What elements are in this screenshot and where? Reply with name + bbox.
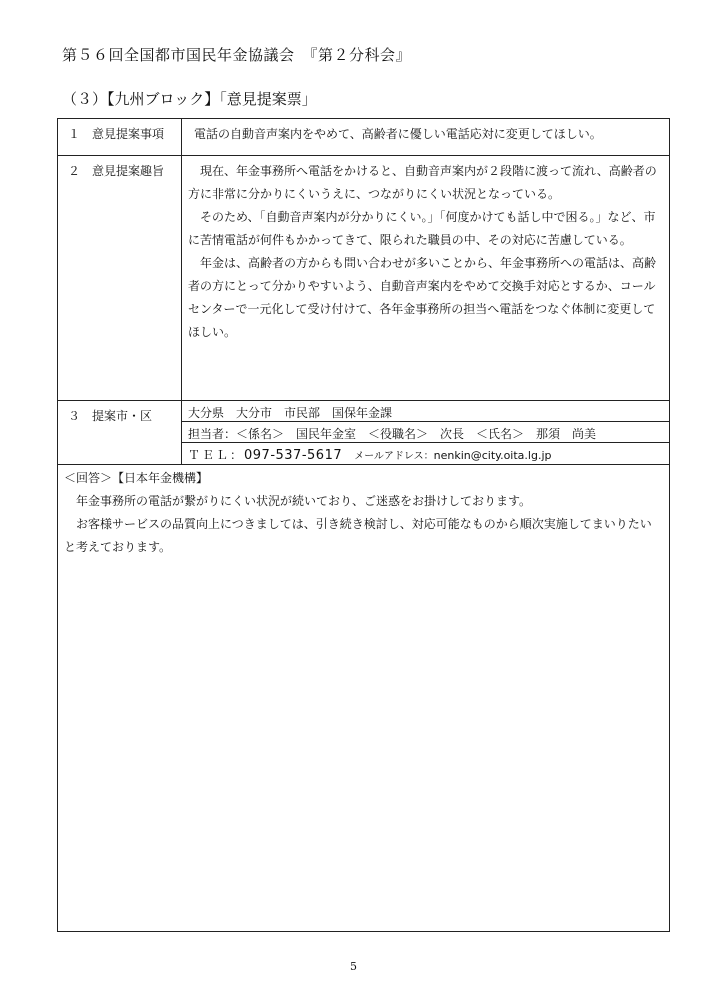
proposal-item-content: 電話の自動音声案内をやめて、高齢者に優しい電話応対に変更してほしい。	[194, 127, 602, 141]
answer-paragraph: 年金事務所の電話が繋がりにくい状況が続いており、ご迷惑をお掛けしております。	[76, 494, 532, 508]
proposal-item-label: １ 意見提案事項	[58, 119, 182, 155]
document-subtitle: （３）【九州ブロック】「意見提案票」	[62, 90, 317, 108]
contact-person-line: 担当者：＜係名＞ 国民年金室 ＜役職名＞ 次長 ＜氏名＞ 那須 尚美	[182, 422, 669, 443]
proposing-city-label: ３ 提案市・区	[58, 401, 182, 464]
proposal-purpose-content	[182, 156, 669, 400]
row-proposal-item	[58, 119, 669, 156]
mail-address: nenkin@city.oita.lg.jp	[433, 449, 552, 462]
answer-paragraph: お客様サービスの品質向上につきましては、引き続き検討し、対応可能なものから順次実施してまいりたいと考えております。	[64, 517, 652, 554]
answer-heading: ＜回答＞【日本年金機構】	[64, 471, 209, 485]
contact-tel-mail-line	[182, 443, 669, 464]
document-title: 第５６回全国都市国民年金協議会 『第２分科会』	[62, 46, 412, 64]
row-proposal-purpose	[58, 156, 669, 401]
answer-section	[58, 465, 669, 559]
department-line: 大分県 大分市 市民部 国保年金課	[182, 401, 669, 422]
page-number: 5	[350, 960, 357, 973]
tel-number: 097-537-5617	[244, 448, 343, 463]
purpose-paragraph: 現在、年金事務所へ電話をかけると、自動音声案内が２段階に渡って流れ、高齢者の方に非常に分かりにくいうえに、つながりにくい状況となっている。	[188, 164, 657, 201]
row-proposing-city	[58, 401, 669, 465]
proposing-city-content	[182, 401, 669, 464]
proposal-form	[57, 118, 670, 932]
proposal-purpose-label: ２ 意見提案趣旨	[58, 156, 182, 400]
mail-label: メールアドレス：	[354, 451, 434, 462]
tel-label: ＴＥＬ：	[188, 448, 245, 462]
purpose-paragraph: そのため、「自動音声案内が分かりにくい。」「何度かけても話し中で困る。」など、市に苦情電話が何件もかかってきて、限られた職員の中、その対応に苦慮している。	[188, 210, 656, 247]
purpose-paragraph: 年金は、高齢者の方からも問い合わせが多いことから、年金事務所への電話は、高齢者の方にとって分かりやすいよう、自動音声案内をやめて交換手対応とするか、コールセンターで一元化して受け付けて、各年金事務所の担当へ電話をつなぐ体制に変更してほしい。	[188, 256, 657, 339]
